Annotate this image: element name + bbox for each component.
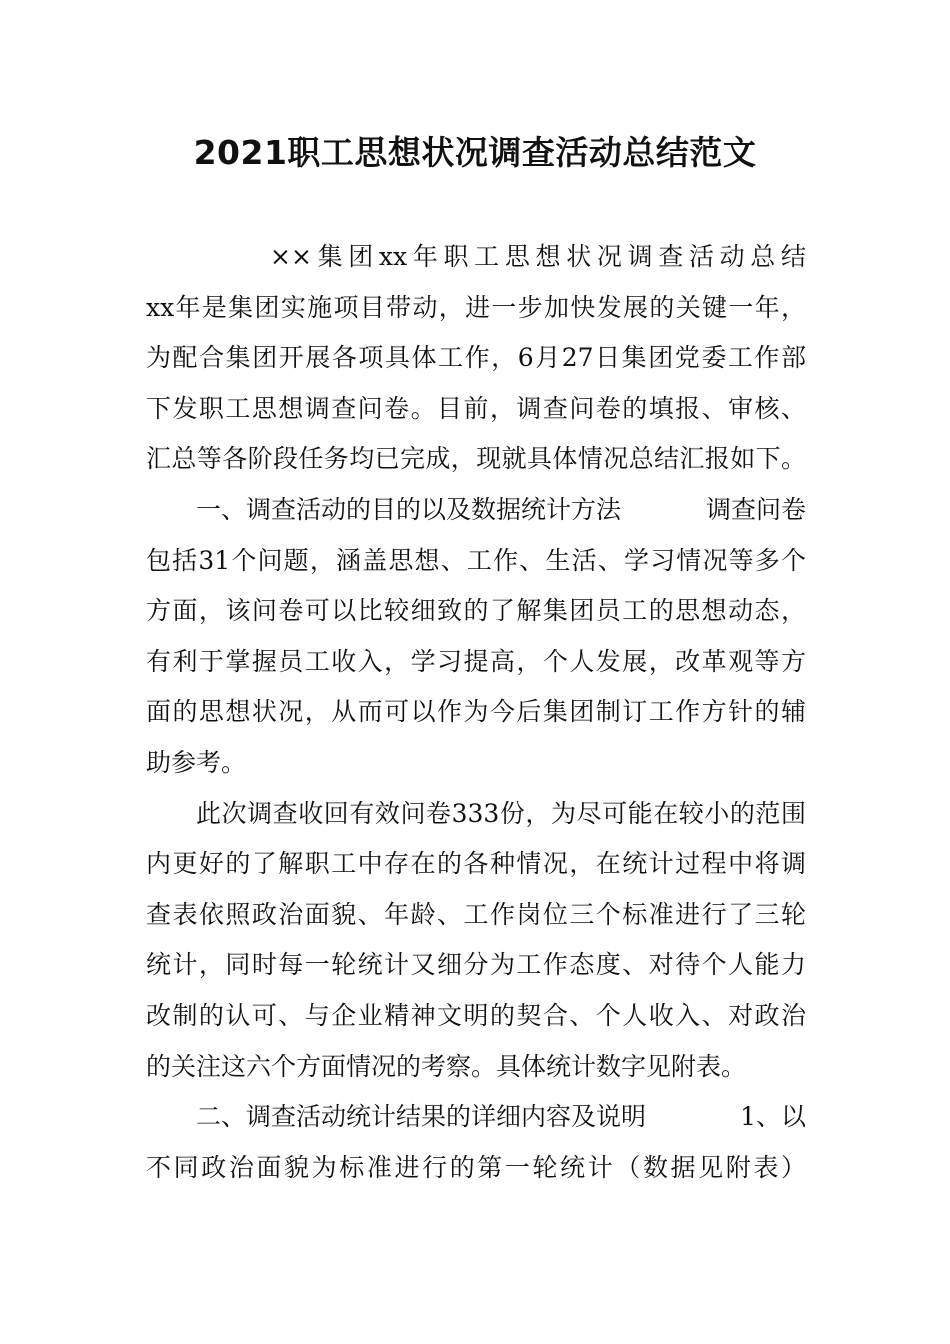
section-heading-1: 一、调查活动的目的以及数据统计方法 <box>196 494 622 524</box>
text-line: 面的思想状况，从而可以作为今后集团制订工作方针的辅 <box>146 697 806 727</box>
text-line: 二、调查活动统计结果的详细内容及说明 1、以 <box>196 1102 806 1132</box>
text-line: 一、调查活动的目的以及数据统计方法 调查问卷 <box>196 494 806 524</box>
text-line: 方面，该问卷可以比较细致的了解集团员工的思想动态， <box>146 596 806 626</box>
text-line: 查表依照政治面貌、年龄、工作岗位三个标准进行了三轮 <box>146 899 806 929</box>
text-line: 包括31个问题，涵盖思想、工作、生活、学习情况等多个 <box>146 545 806 575</box>
text-line: 下发职工思想调查问卷。目前，调查问卷的填报、审核、 <box>146 393 806 423</box>
text-line: 汇总等各阶段任务均已完成，现就具体情况总结汇报如下。 <box>146 444 806 474</box>
text-line: 内更好的了解职工中存在的各种情况，在统计过程中将调 <box>146 849 806 879</box>
text-line: 此次调查收回有效问卷333份，为尽可能在较小的范围 <box>196 798 806 828</box>
text-line: xx年是集团实施项目带动，进一步加快发展的关键一年， <box>146 292 806 322</box>
text-line: 的关注这六个方面情况的考察。具体统计数字见附表。 <box>146 1051 747 1081</box>
section-heading-2: 二、调查活动统计结果的详细内容及说明 <box>196 1102 647 1132</box>
text-line: 为配合集团开展各项具体工作，6月27日集团党委工作部 <box>146 343 806 373</box>
text-line: 统计，同时每一轮统计又细分为工作态度、对待个人能力 <box>146 950 806 980</box>
text-line: 助参考。 <box>146 747 247 777</box>
text-line: ××集团xx年职工思想状况调查活动总结 <box>270 242 806 271</box>
text-line: 改制的认可、与企业精神文明的契合、个人收入、对政治 <box>146 1000 806 1030</box>
document-body <box>146 232 806 1193</box>
text-line: 不同政治面貌为标准进行的第一轮统计（数据见附表） <box>146 1152 806 1182</box>
text-line: 有利于掌握员工收入，学习提高，个人发展，改革观等方 <box>146 646 806 676</box>
document-title: 2021职工思想状况调查活动总结范文 <box>193 133 757 172</box>
